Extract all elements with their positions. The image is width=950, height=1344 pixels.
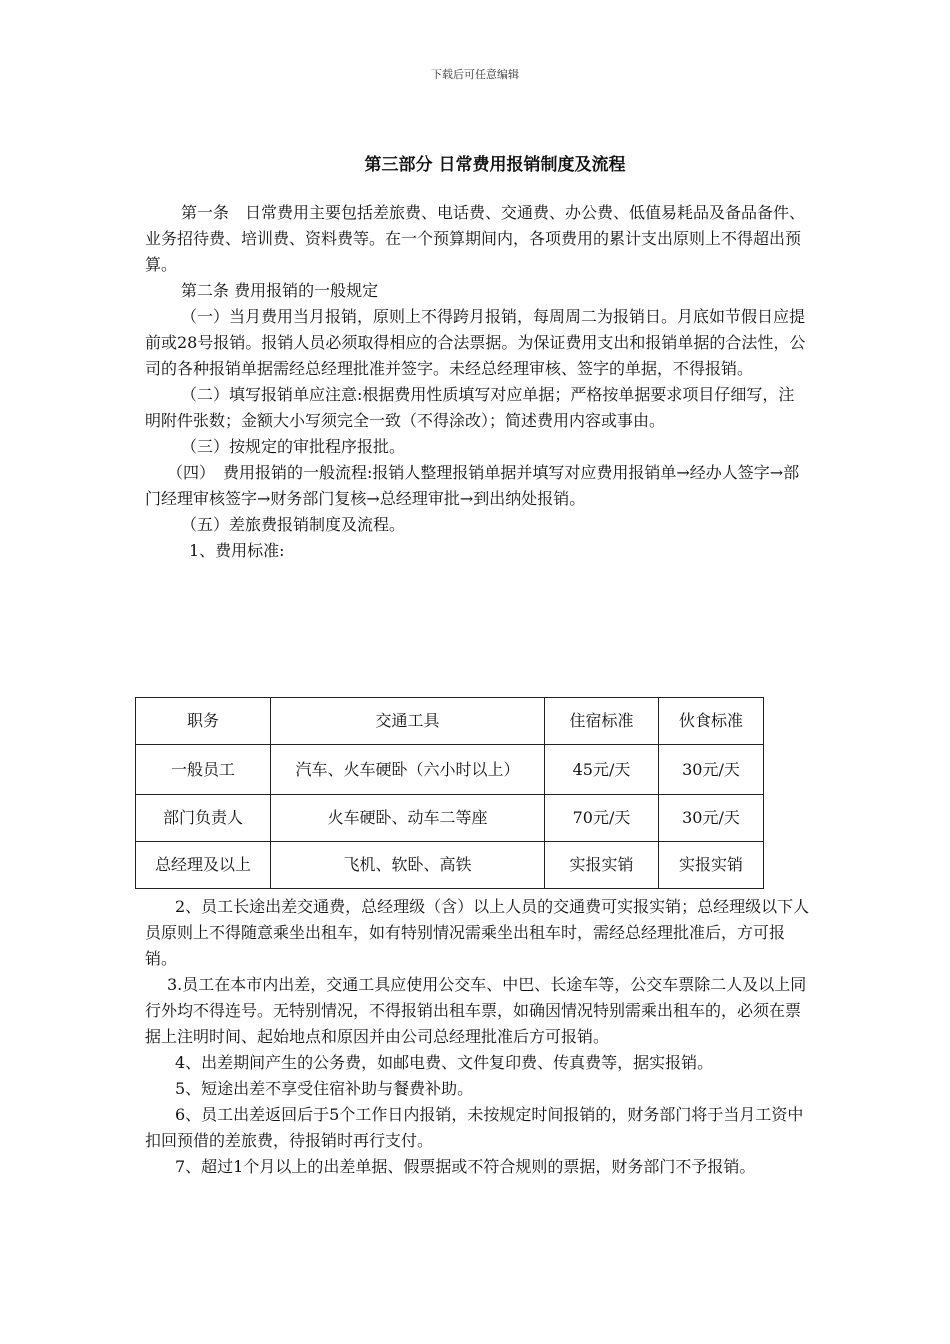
table-cell: 汽车、火车硬卧（六小时以上）: [271, 745, 545, 795]
table-header-row: [136, 698, 764, 745]
table-cell: 45元/天: [545, 745, 659, 795]
paragraph-item-5: 5、短途出差不享受住宿补助与餐费补助。: [175, 1079, 474, 1098]
paragraph-rule-2: （二）填写报销单应注意:根据费用性质填写对应单据；严格按单据要求项目仔细写，注明附件张数；金额大小写须完全一致（不得涂改）；简述费用内容或事由。: [145, 385, 795, 430]
body-section-2: [145, 894, 810, 1180]
paragraph-standard-heading: 1、费用标准:: [189, 541, 285, 560]
table-cell: 一般员工: [136, 745, 271, 795]
table-cell: 30元/天: [659, 795, 764, 842]
table-cell: 70元/天: [545, 795, 659, 842]
page-header: 下载后可任意编辑: [431, 68, 519, 81]
paragraph-item-7: 7、超过1个月以上的出差单据、假票据或不符合规则的票据，财务部门不予报销。: [175, 1157, 756, 1176]
paragraph-rule-5: （五）差旅费报销制度及流程。: [181, 515, 406, 534]
table-cell: 火车硬卧、动车二等座: [271, 795, 545, 842]
table-header-cell: 伙食标准: [659, 698, 764, 745]
paragraph-rule-3: （三）按规定的审批程序报批。: [181, 437, 406, 456]
expense-standard-table: [135, 697, 764, 889]
table-cell: 实报实销: [545, 842, 659, 889]
paragraph-article-1: 第一条 日常费用主要包括差旅费、电话费、交通费、办公费、低值易耗品及备品备件、业务招待费、培训费、资料费等。在一个预算期间内，各项费用的累计支出原则上不得超出预算。: [145, 203, 806, 274]
paragraph-rule-4: （四） 费用报销的一般流程:报销人整理报销单据并填写对应费用报销单→经办人签字→部门经理审核签字→财务部门复核→总经理审批→到出纳处报销。: [145, 463, 800, 508]
paragraph-rule-1: （一）当月费用当月报销，原则上不得跨月报销，每周周二为报销日。月底如节假日应提前或28号报销。报销人员必须取得相应的合法票据。为保证费用支出和报销单据的合法性，公司的各种报销单据需经总经理批准并签字。未经总经理审核、签字的单据，不得报销。: [145, 307, 806, 378]
paragraph-item-2: 2、员工长途出差交通费，总经理级（含）以上人员的交通费可实报实销；总经理级以下人员原则上不得随意乘坐出租车，如有特别情况需乘坐出租车时，需经总经理批准后，方可报销。: [145, 897, 810, 968]
table-cell: 飞机、软卧、高铁: [271, 842, 545, 889]
paragraph-article-2: 第二条 费用报销的一般规定: [181, 281, 379, 300]
table-cell: 总经理及以上: [136, 842, 271, 889]
paragraph-item-4: 4、出差期间产生的公务费，如邮电费、文件复印费、传真费等，据实报销。: [175, 1053, 714, 1072]
table-cell: 部门负责人: [136, 795, 271, 842]
body-section-1: [145, 200, 810, 564]
table-cell: 实报实销: [659, 842, 764, 889]
table-row: [136, 842, 764, 889]
page-title: 第三部分 日常费用报销制度及流程: [364, 155, 626, 175]
paragraph-item-6: 6、员工出差返回后于5个工作日内报销，未按规定时间报销的，财务部门将于当月工资中扣回预借的差旅费，待报销时再行支付。: [145, 1105, 804, 1150]
table-header-cell: 交通工具: [271, 698, 545, 745]
table-header-cell: 职务: [136, 698, 271, 745]
table-cell: 30元/天: [659, 745, 764, 795]
table-row: [136, 745, 764, 795]
table-row: [136, 795, 764, 842]
paragraph-item-3: 3.员工在本市内出差，交通工具应使用公交车、中巴、长途车等，公交车票除二人及以上同行外均不得连号。无特别情况，不得报销出租车票，如确因情况特别需乘出租车的，必须在票据上注明时间、起始地点和原因并由公司总经理批准后方可报销。: [145, 975, 807, 1046]
table-header-cell: 住宿标准: [545, 698, 659, 745]
